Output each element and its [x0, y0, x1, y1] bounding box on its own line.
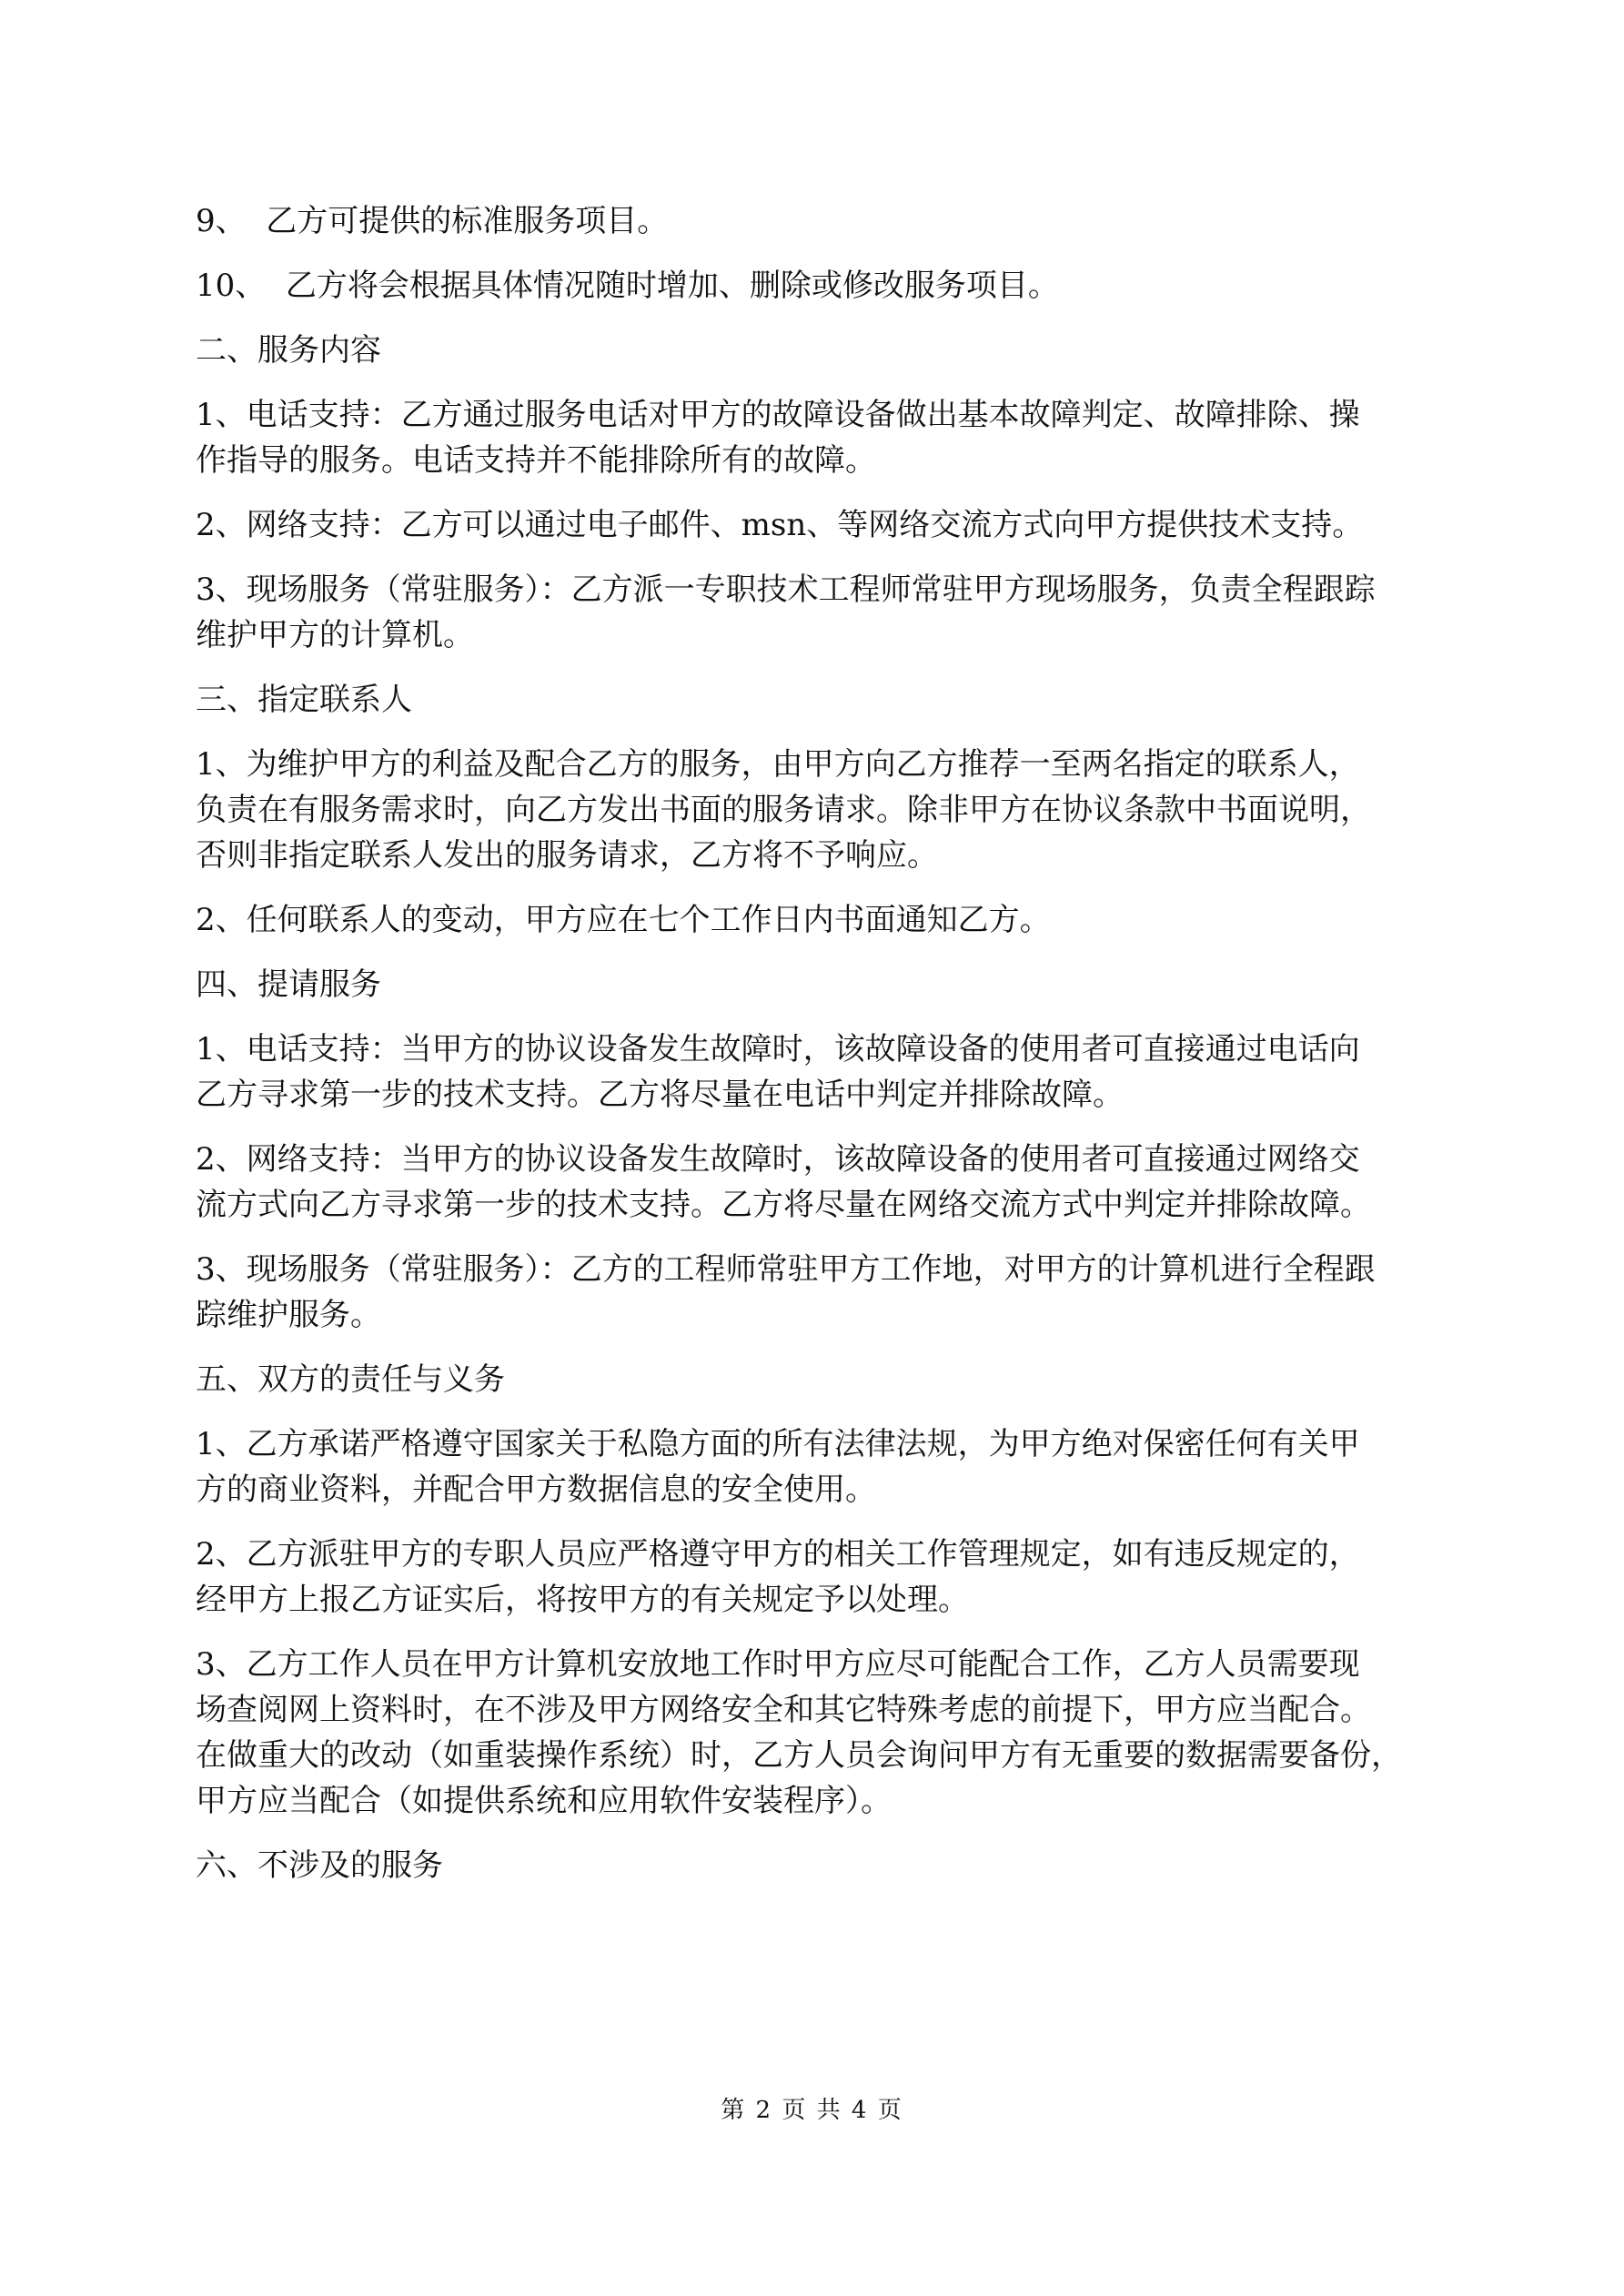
text-line: 踪维护服务。 [196, 1297, 381, 1333]
paragraph [196, 897, 1433, 943]
text-line: 二、服务内容 [196, 332, 381, 369]
text-line: 否则非指定联系人发出的服务请求，乙方将不予响应。 [196, 837, 938, 874]
text-line: 2、网络支持：当甲方的协议设备发生故障时，该故障设备的使用者可直接通过网络交 [196, 1141, 1360, 1178]
text-line: 负责在有服务需求时，向乙方发出书面的服务请求。除非甲方在协议条款中书面说明， [196, 792, 1371, 828]
text-line: 10、 乙方将会根据具体情况随时增加、删除或修改服务项目。 [196, 268, 1059, 304]
paragraph [196, 1532, 1433, 1623]
paragraph [196, 502, 1433, 548]
paragraph [196, 742, 1433, 878]
document-body [196, 198, 1433, 1907]
text-line: 六、不涉及的服务 [196, 1847, 443, 1884]
text-line: 1、电话支持：当甲方的协议设备发生故障时，该故障设备的使用者可直接通过电话向 [196, 1031, 1360, 1067]
text-line: 1、电话支持：乙方通过服务电话对甲方的故障设备做出基本故障判定、故障排除、操 [196, 397, 1360, 433]
paragraph [196, 328, 1433, 373]
text-line: 经甲方上报乙方证实后，将按甲方的有关规定予以处理。 [196, 1582, 969, 1618]
paragraph [196, 567, 1433, 658]
text-line: 作指导的服务。电话支持并不能排除所有的故障。 [196, 442, 876, 479]
page-footer: 第 2 页 共 4 页 [721, 2097, 903, 2124]
paragraph [196, 263, 1433, 308]
text-line: 3、乙方工作人员在甲方计算机安放地工作时甲方应尽可能配合工作，乙方人员需要现 [196, 1646, 1360, 1683]
paragraph [196, 198, 1433, 244]
paragraph [196, 1642, 1433, 1824]
text-line: 场查阅网上资料时，在不涉及甲方网络安全和其它特殊考虑的前提下，甲方应当配合。 [196, 1692, 1371, 1728]
text-line: 三、指定联系人 [196, 682, 412, 718]
text-line: 9、 乙方可提供的标准服务项目。 [196, 203, 669, 239]
text-line: 2、任何联系人的变动，甲方应在七个工作日内书面通知乙方。 [196, 902, 1051, 938]
text-line: 1、为维护甲方的利益及配合乙方的服务，由甲方向乙方推荐一至两名指定的联系人， [196, 746, 1360, 783]
paragraph [196, 392, 1433, 483]
text-line: 乙方寻求第一步的技术支持。乙方将尽量在电话中判定并排除故障。 [196, 1077, 1124, 1113]
paragraph [196, 1247, 1433, 1338]
text-line: 五、双方的责任与义务 [196, 1361, 505, 1398]
text-line: 四、提请服务 [196, 966, 381, 1003]
paragraph [196, 1421, 1433, 1512]
text-line: 流方式向乙方寻求第一步的技术支持。乙方将尽量在网络交流方式中判定并排除故障。 [196, 1187, 1371, 1223]
text-line: 1、乙方承诺严格遵守国家关于私隐方面的所有法律法规，为甲方绝对保密任何有关甲 [196, 1426, 1360, 1462]
text-line: 维护甲方的计算机。 [196, 617, 474, 653]
text-line: 2、网络支持：乙方可以通过电子邮件、msn、等网络交流方式向甲方提供技术支持。 [196, 507, 1364, 543]
text-line: 2、乙方派驻甲方的专职人员应严格遵守甲方的相关工作管理规定，如有违反规定的， [196, 1536, 1360, 1573]
paragraph [196, 1027, 1433, 1118]
paragraph [196, 1357, 1433, 1402]
text-line: 方的商业资料，并配合甲方数据信息的安全使用。 [196, 1472, 876, 1508]
paragraph [196, 1843, 1433, 1888]
text-line: 3、现场服务（常驻服务）：乙方的工程师常驻甲方工作地，对甲方的计算机进行全程跟 [196, 1251, 1376, 1288]
text-line: 3、现场服务（常驻服务）：乙方派一专职技术工程师常驻甲方现场服务，负责全程跟踪 [196, 571, 1376, 608]
paragraph [196, 1137, 1433, 1228]
text-line: 甲方应当配合（如提供系统和应用软件安装程序）。 [196, 1783, 892, 1819]
text-line: 在做重大的改动（如重装操作系统）时，乙方人员会询问甲方有无重要的数据需要备份， [196, 1737, 1402, 1774]
paragraph [196, 677, 1433, 723]
paragraph [196, 962, 1433, 1007]
